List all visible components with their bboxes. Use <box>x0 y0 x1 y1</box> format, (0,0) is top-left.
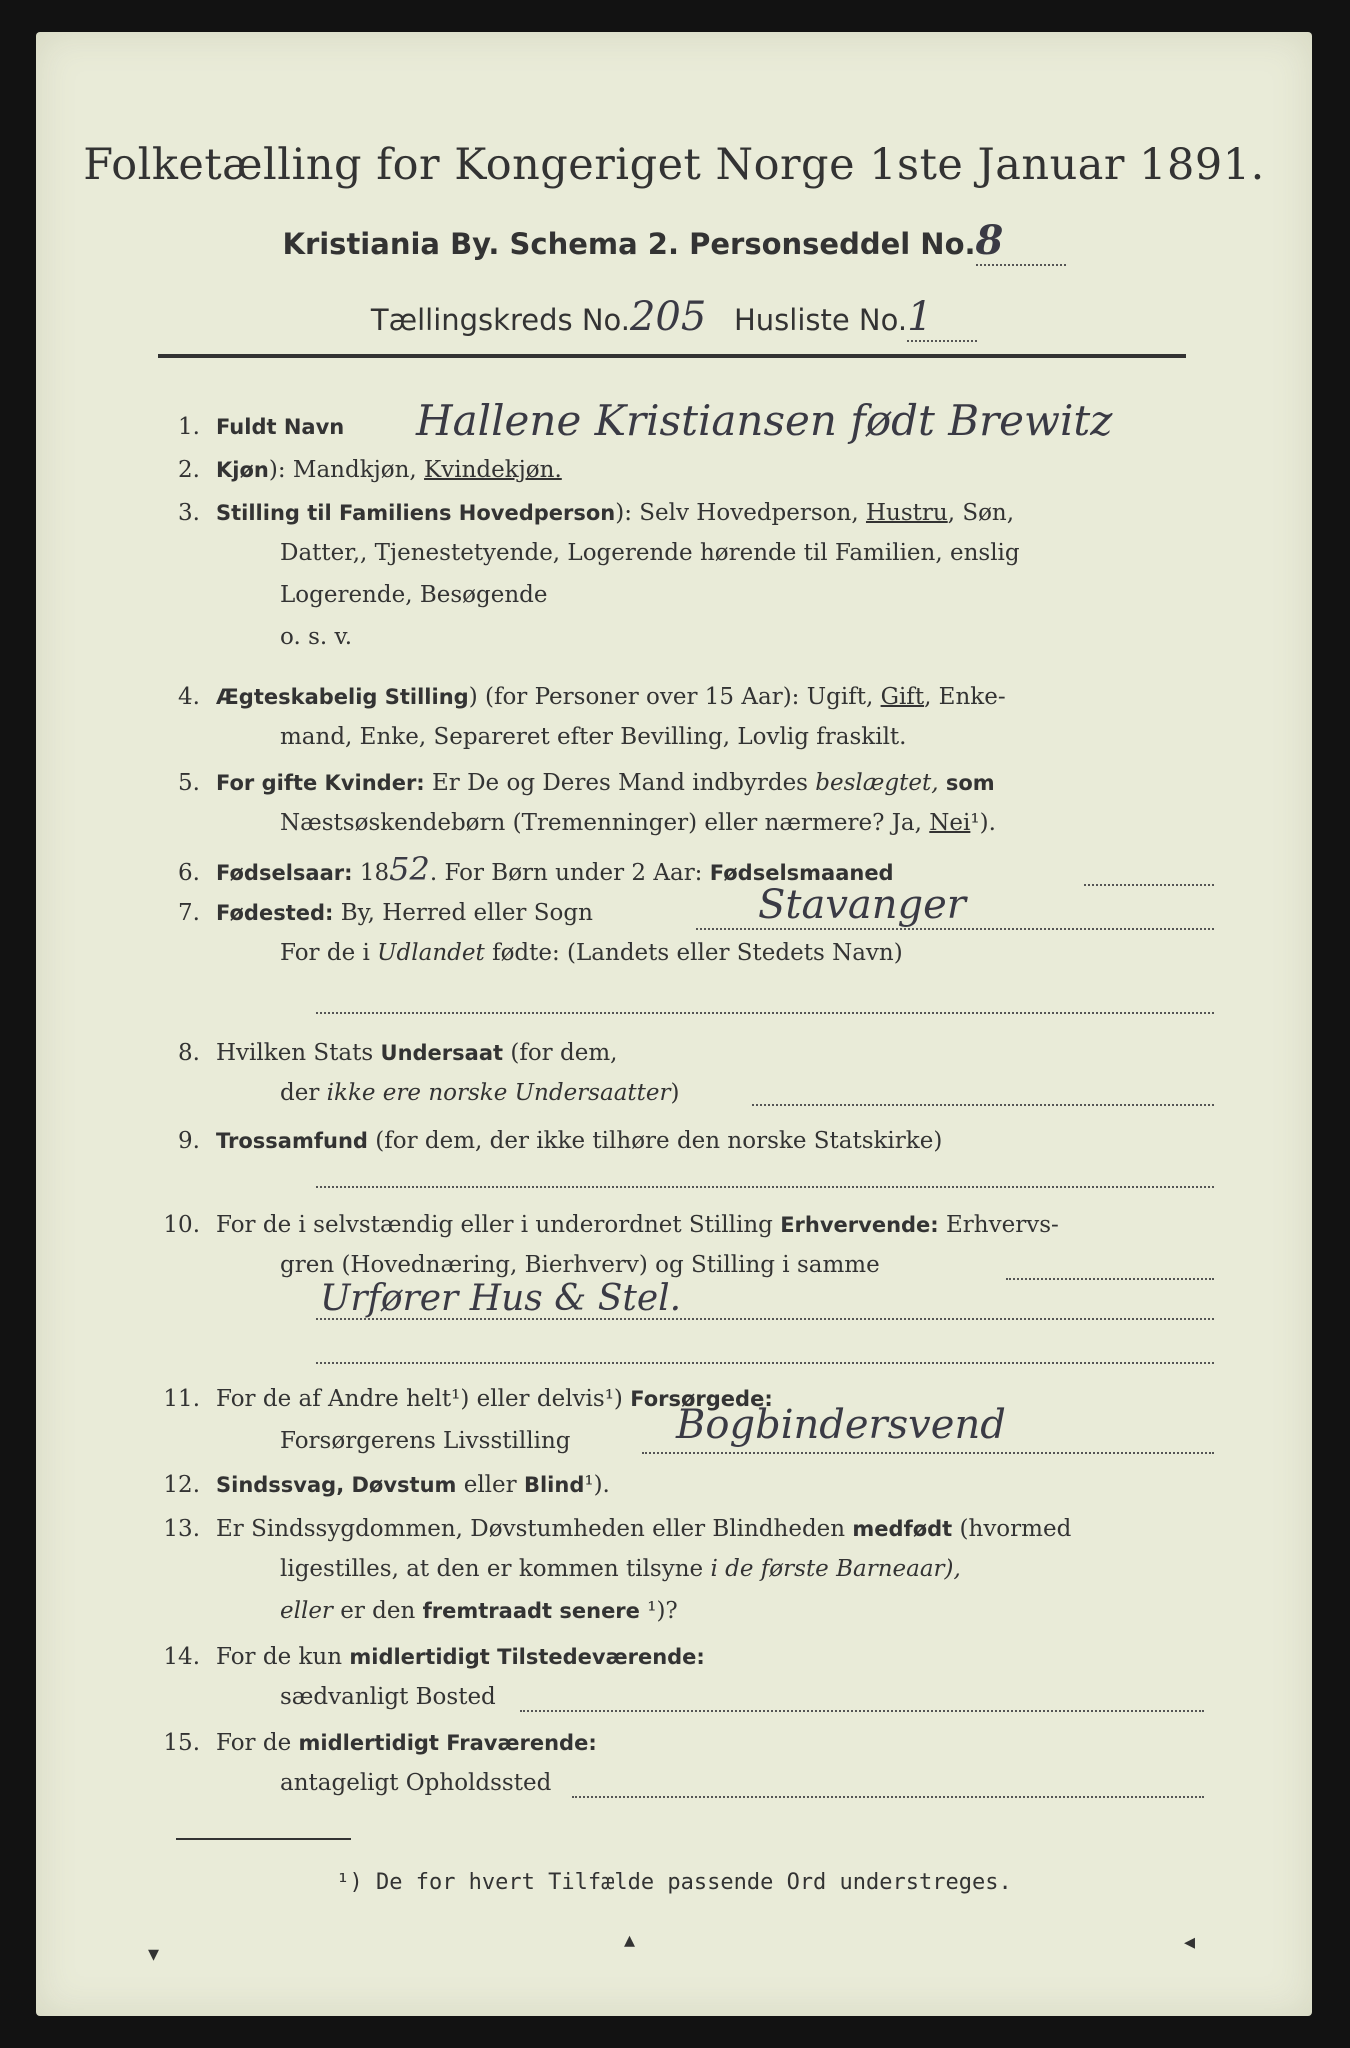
family-position-label: Stilling til Familiens Hovedperson <box>216 501 616 525</box>
item-7-line-2: For de i Udlandet fødte: (Landets eller Stedets Navn) <box>280 940 903 966</box>
item-5-line-2: Næstsøskendebørn (Tremenninger) eller nærmere? Ja, Nei¹). <box>280 810 996 836</box>
provider-field <box>642 1452 1214 1454</box>
item-3: 3. Stilling til Familiens Hovedperson): Selv Hovedperson, Hustru, Søn, <box>178 500 1015 526</box>
citizenship-field <box>752 1104 1214 1106</box>
footnote: ¹) De for hvert Tilfælde passende Ord understreges. <box>336 1870 1012 1895</box>
form-subtitle <box>36 217 1312 266</box>
district-line <box>36 294 1312 342</box>
occupation-field-1 <box>1006 1278 1214 1280</box>
disability-label: Sindssvag, Døvstum <box>216 1473 457 1497</box>
taellingskreds-number: 205 <box>629 294 707 340</box>
temporary-present-label: midlertidigt Tilstedeværende: <box>349 1645 705 1669</box>
occupation-field-3 <box>316 1362 1214 1364</box>
family-position-answer: Hustru <box>865 500 948 526</box>
marital-status-answer: Gift <box>880 684 925 710</box>
corner-mark-right-icon: ◂ <box>1184 1930 1196 1955</box>
item-8-line-2: der ikke ere norske Undersaatter) <box>280 1080 680 1106</box>
item-4: 4. Ægteskabelig Stilling) (for Personer over 15 Aar): Ugift, Gift, Enke- <box>178 684 1006 710</box>
birth-month-field <box>1084 884 1214 886</box>
occupation-answer: Urfører Hus & Stel. <box>320 1278 682 1319</box>
full-name-label: Fuldt Navn <box>216 415 345 439</box>
corner-mark-left-icon: ▾ <box>148 1942 160 1967</box>
item-3-line-2: Datter,, Tjenestetyende, Logerende hørende til Familien, enslig <box>280 540 1020 566</box>
married-women-label: gifte Kvinder: <box>261 771 425 795</box>
item-14: 14. For de kun midlertidigt Tilstedeværende: <box>163 1644 705 1670</box>
citizenship-label: Undersaat <box>380 1041 504 1065</box>
item-10: 10. For de i selvstændig eller i underordnet Stilling Erhvervende: Erhvervs- <box>163 1212 1059 1238</box>
dependents-label: Forsørgede: <box>630 1387 773 1411</box>
item-4-line-2: mand, Enke, Separeret efter Bevilling, Lovlig fraskilt. <box>280 724 907 750</box>
schema-line: Kristiania By. Schema 2. Personseddel No. <box>282 227 976 261</box>
item-5: 5. For gifte Kvinder: Er De og Deres Mand indbyrdes beslægtet, som <box>178 770 995 796</box>
birthplace-label: Fødested: <box>216 901 334 925</box>
occupation-field-2 <box>316 1318 1214 1320</box>
birthplace-field <box>696 928 1214 930</box>
related-answer: Nei <box>929 810 971 836</box>
taellingskreds-label: Tællingskreds No. <box>370 303 630 337</box>
item-7: 7. Fødested: By, Herred eller Sogn <box>178 900 593 926</box>
item-15-line-2: antageligt Opholdssted <box>280 1770 552 1796</box>
header-rule <box>158 354 1186 358</box>
item-13-line-2: ligestilles, at den er kommen tilsyne i de første Barneaar), <box>280 1556 961 1582</box>
item-13-line-3: eller er den fremtraadt senere ¹)? <box>280 1598 678 1624</box>
item-15: 15. For de midlertidigt Fraværende: <box>163 1730 597 1756</box>
footnote-rule <box>176 1838 351 1840</box>
center-mark-icon: ▴ <box>624 1928 636 1953</box>
item-11-line-2: Forsørgerens Livsstilling <box>280 1428 571 1454</box>
item-3-line-3: Logerende, Besøgende <box>280 582 548 608</box>
occupation-label: Erhvervende: <box>780 1213 939 1237</box>
birth-year-label: Fødselsaar: <box>216 861 353 885</box>
full-name-answer: Hallene Kristiansen født Brewitz <box>416 396 1113 445</box>
congenital-label: medfødt <box>852 1517 953 1541</box>
item-6: 6. Fødselsaar: 1852. For Børn under 2 Aar: Fødselsmaaned <box>178 850 894 888</box>
item-10-line-2: gren (Hovednæring, Bierhverv) og Stilling i samme <box>280 1252 880 1278</box>
usual-residence-field <box>520 1710 1204 1712</box>
item-2: 2. Kjøn): Mandkjøn, Kvindekjøn. <box>178 457 562 483</box>
religion-field <box>316 1186 1214 1188</box>
item-13: 13. Er Sindssygdommen, Døvstumheden eller Blindheden medfødt (hvormed <box>163 1516 1072 1542</box>
current-residence-field <box>572 1796 1204 1798</box>
item-3-line-4: o. s. v. <box>280 624 353 650</box>
foreign-birthplace-field <box>316 1012 1214 1014</box>
birth-year-answer: 52 <box>389 850 430 888</box>
husliste-number: 1 <box>907 294 933 340</box>
item-14-line-2: sædvanligt Bosted <box>280 1684 496 1710</box>
husliste-label: Husliste No. <box>733 303 908 337</box>
marital-status-label: Ægteskabelig Stilling <box>216 685 469 709</box>
census-form <box>36 32 1312 2016</box>
temporary-absent-label: midlertidigt Fraværende: <box>298 1731 597 1755</box>
item-11: 11. For de af Andre helt¹) eller delvis¹) Forsørgede: <box>163 1386 773 1412</box>
item-9: 9. Trossamfund (for dem, der ikke tilhøre den norske Statskirke) <box>178 1128 943 1154</box>
form-title: Folketælling for Kongeriget Norge 1ste Januar 1891. <box>83 140 1265 190</box>
sex-label: Kjøn <box>216 458 269 482</box>
birthplace-answer: Stavanger <box>758 882 966 928</box>
sex-answer: Kvindekjøn. <box>424 457 562 483</box>
provider-answer: Bogbindersvend <box>676 1402 1006 1448</box>
item-8: 8. Hvilken Stats Undersaat (for dem, <box>178 1040 618 1066</box>
item-12: 12. Sindssvag, Døvstum eller Blind¹). <box>163 1472 610 1498</box>
religion-label: Trossamfund <box>216 1129 368 1153</box>
personseddel-number: 8 <box>975 217 1004 264</box>
item-1: 1. Fuldt Navn <box>178 414 345 440</box>
